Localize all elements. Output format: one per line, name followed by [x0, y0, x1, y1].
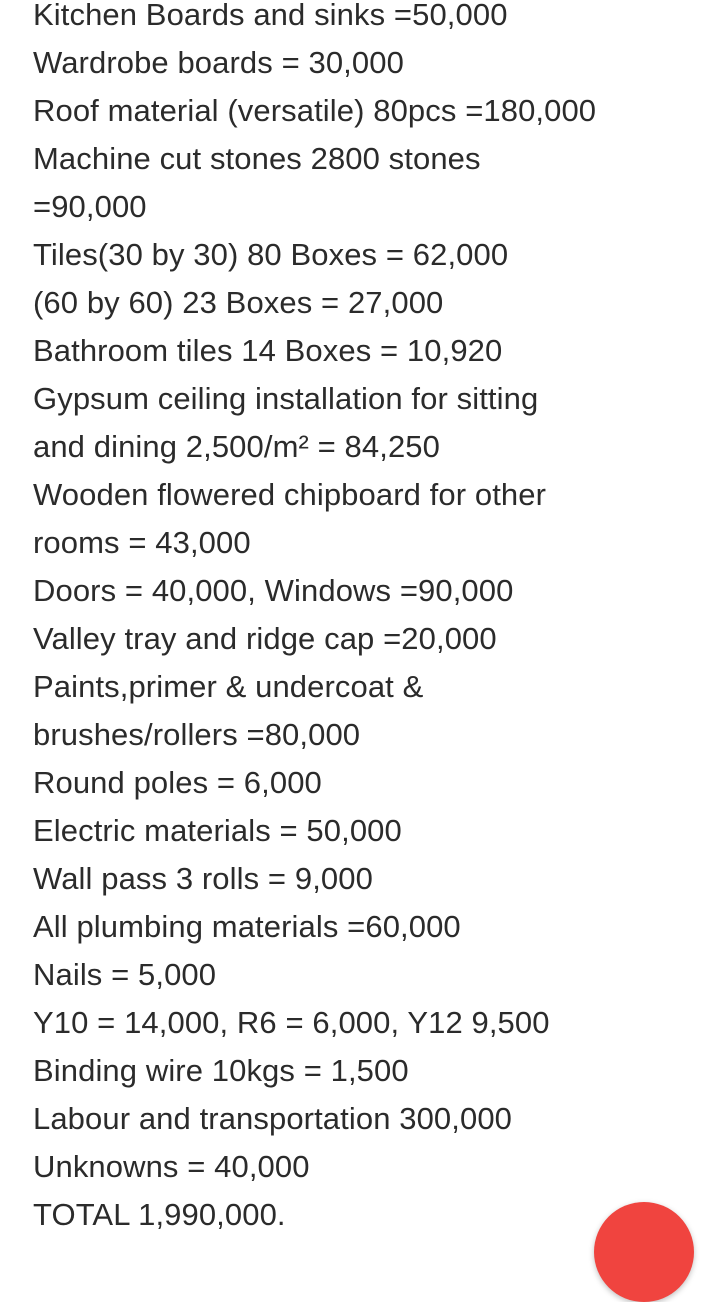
note-line: rooms = 43,000 [33, 525, 251, 560]
note-line: Doors = 40,000, Windows =90,000 [33, 573, 514, 608]
note-line: brushes/rollers =80,000 [33, 717, 361, 752]
note-line: Valley tray and ridge cap =20,000 [33, 621, 497, 656]
note-line: Wall pass 3 rolls = 9,000 [33, 861, 373, 896]
note-line: Y10 = 14,000, R6 = 6,000, Y12 9,500 [33, 1005, 550, 1040]
note-body[interactable] [33, 0, 703, 1239]
note-line: Wardrobe boards = 30,000 [33, 45, 404, 80]
note-line: TOTAL 1,990,000. [33, 1197, 286, 1232]
note-line: Tiles(30 by 30) 80 Boxes = 62,000 [33, 237, 509, 272]
note-line: Gypsum ceiling installation for sitting [33, 381, 539, 416]
note-line: and dining 2,500/m² = 84,250 [33, 429, 440, 464]
note-line: Wooden flowered chipboard for other [33, 477, 547, 512]
note-line: Paints,primer & undercoat & [33, 669, 424, 704]
note-line: Nails = 5,000 [33, 957, 217, 992]
note-line: Binding wire 10kgs = 1,500 [33, 1053, 409, 1088]
note-line: Bathroom tiles 14 Boxes = 10,920 [33, 333, 503, 368]
note-line: =90,000 [33, 189, 147, 224]
note-line: Round poles = 6,000 [33, 765, 322, 800]
note-line: Machine cut stones 2800 stones [33, 141, 481, 176]
floating-action-button[interactable] [594, 1202, 694, 1302]
note-line: (60 by 60) 23 Boxes = 27,000 [33, 285, 444, 320]
note-line: Roof material (versatile) 80pcs =180,000 [33, 93, 597, 128]
note-line: Kitchen Boards and sinks =50,000 [33, 0, 508, 32]
note-line: All plumbing materials =60,000 [33, 909, 461, 944]
note-line: Unknowns = 40,000 [33, 1149, 310, 1184]
note-line: Labour and transportation 300,000 [33, 1101, 513, 1136]
note-line: Electric materials = 50,000 [33, 813, 402, 848]
